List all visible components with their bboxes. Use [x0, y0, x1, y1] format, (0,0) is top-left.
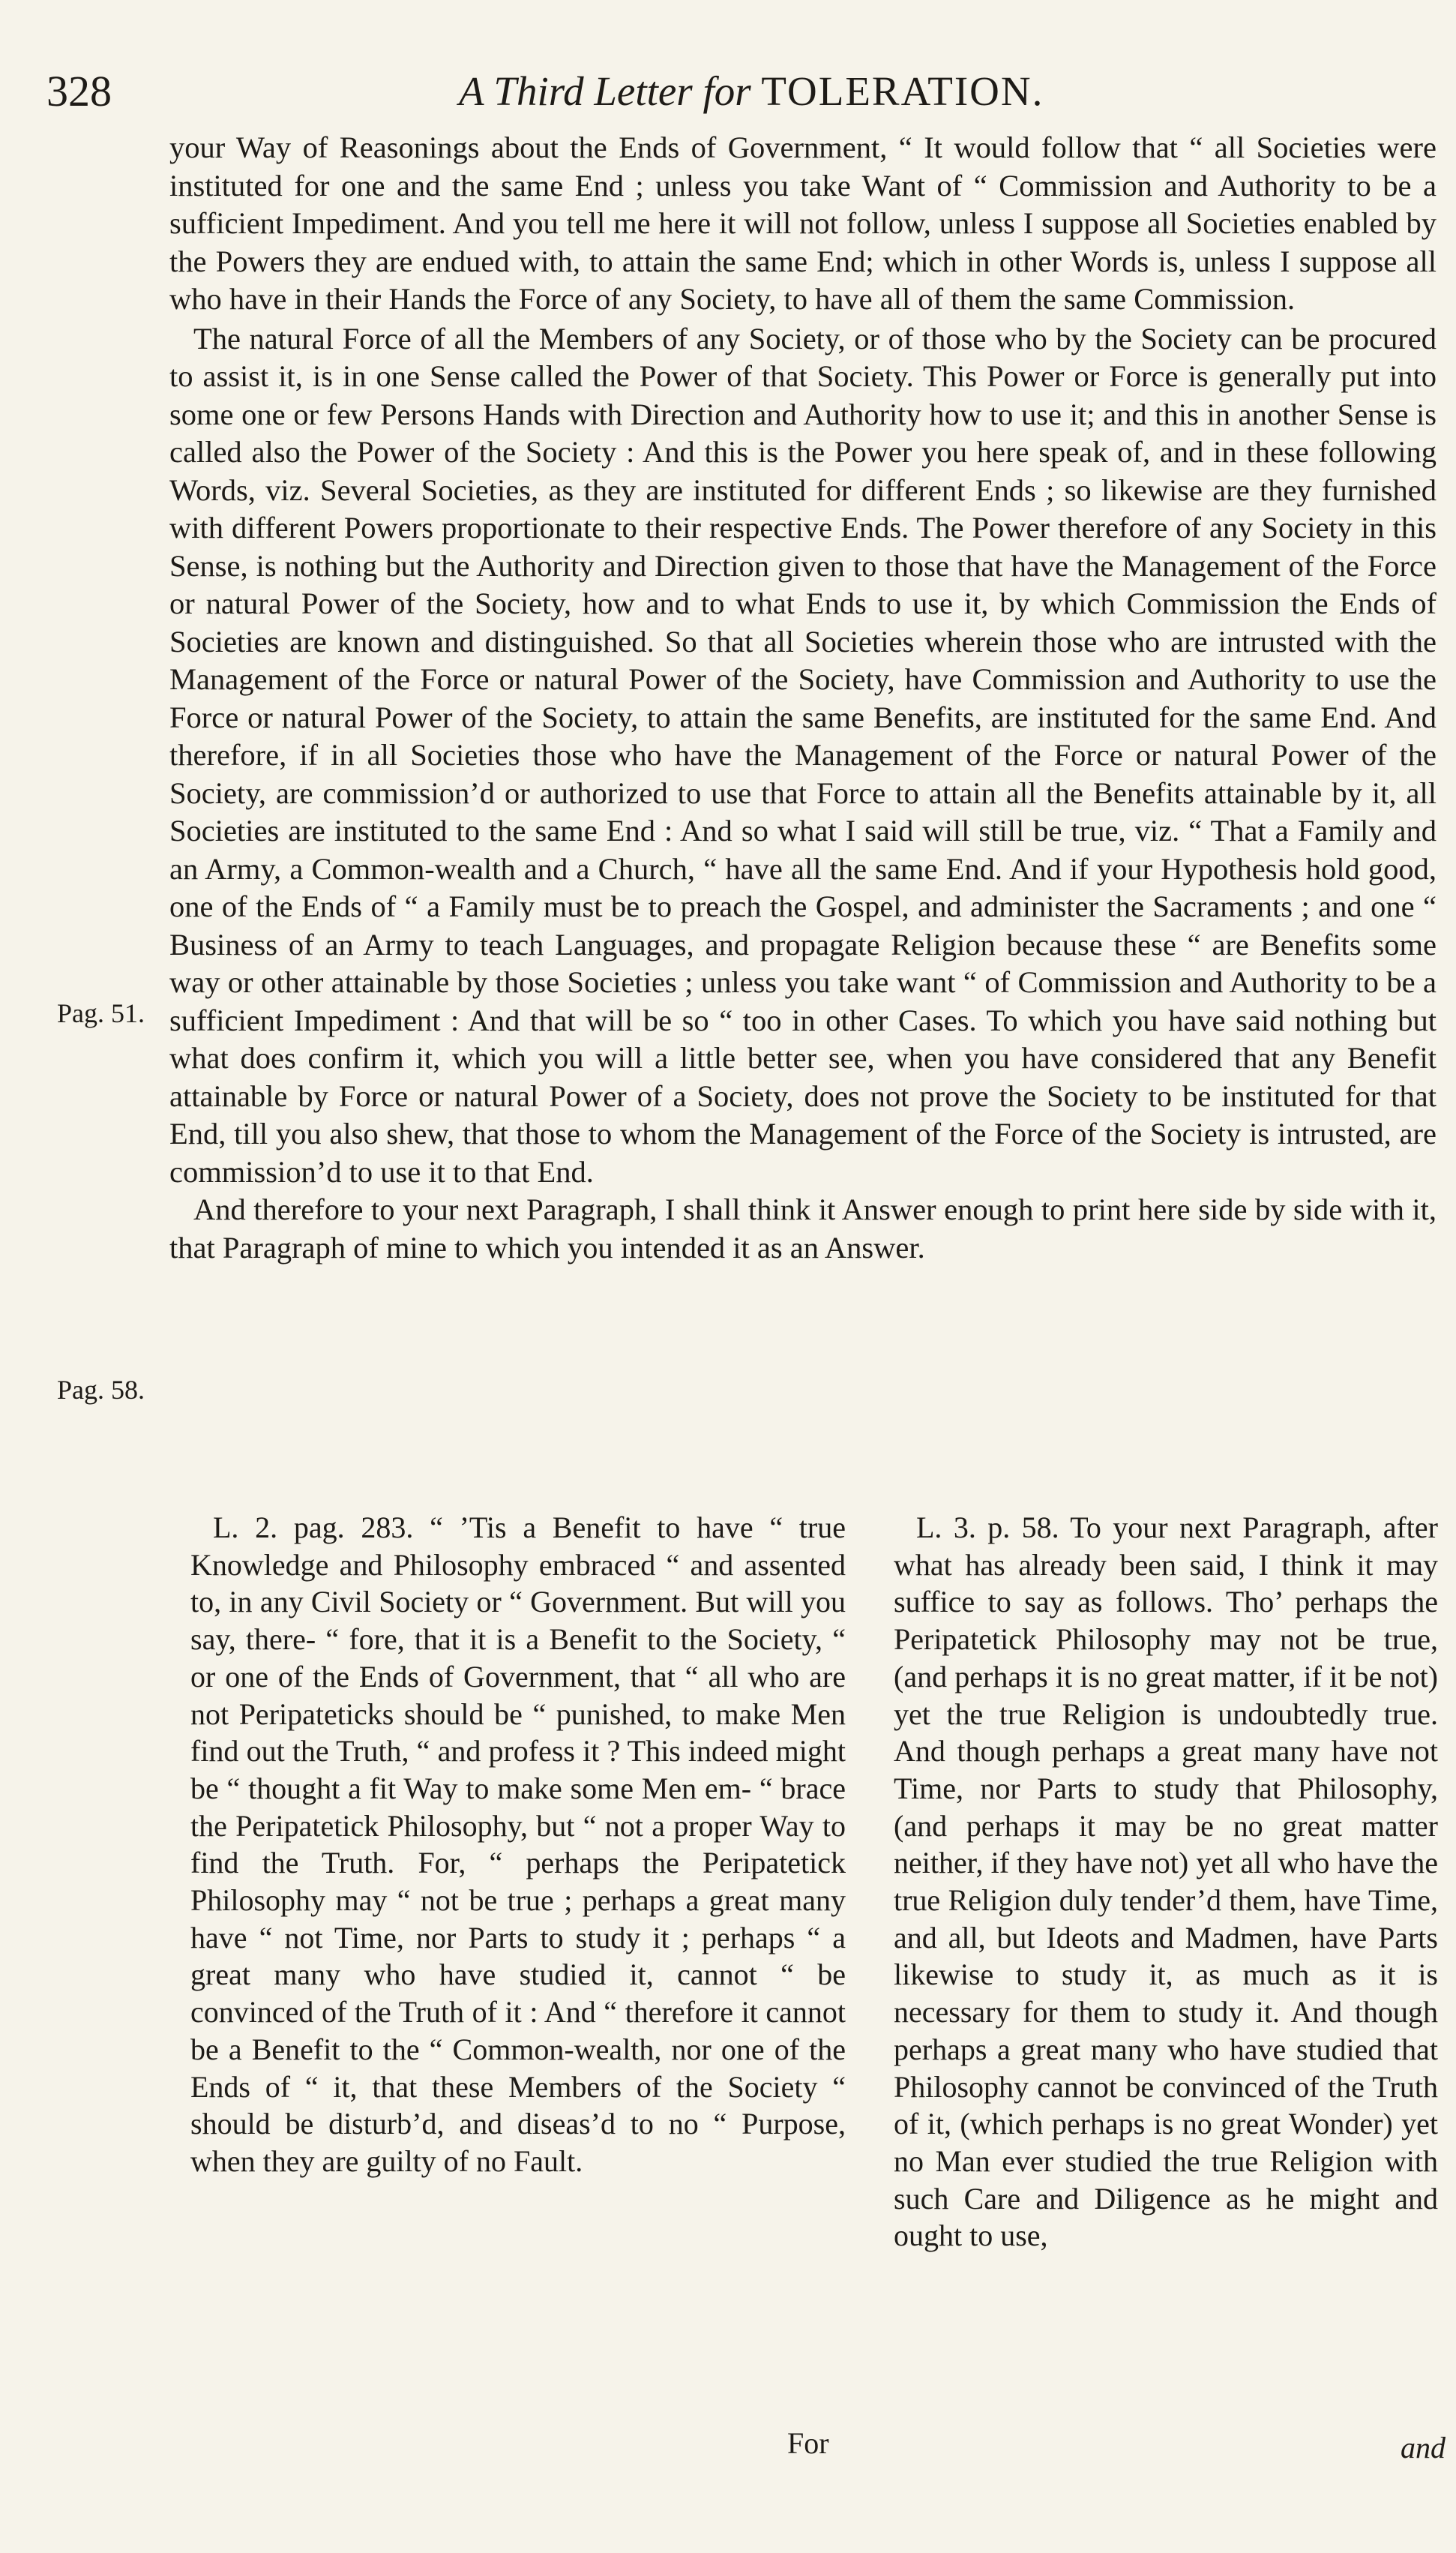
main-text — [169, 129, 1437, 1267]
margin-note: Pag. 51. — [57, 998, 145, 1028]
catchword-left: For — [787, 2426, 829, 2460]
page-number: 328 — [46, 67, 112, 116]
page-header — [46, 66, 1404, 126]
catchword-right: and — [1401, 2431, 1446, 2464]
paragraph: And therefore to your next Paragraph, I shall think it Answer enough to print here side by side with it, that Paragraph of mine to which you intended it as an Answer. — [169, 1192, 1437, 1264]
running-title-italic: A Third Letter for — [459, 68, 751, 114]
left-column-text: L. 2. pag. 283. “ ’Tis a Benefit to have “ true Knowledge and Philosophy embraced “ and assented to, in any Civil Society or “ Government. But will you say, there- “ fore, that it is a Benefit to the Society, “ or one of the Ends of Government, that “ all who are not Peripateticks should be “ punished, to make Men find out the Truth, “ and profess it ? This indeed might be “ thought a fit Way to make some Men em- “ brace the Peripatetick Philosophy, but “ not a proper Way to find the Truth. For, “ perhaps the Peripatetick Philosophy may “ not be true ; perhaps a great many have “ not Time, nor Parts to study it ; perhaps “ a great many who have studied it, cannot “ be convinced of the Truth of it : And “ therefore it cannot be a Benefit to the “ Common-wealth, nor one of the Ends of “ it, that these Members of the Society “ should be disturb’d, and diseas’d to no “ Purpose, when they are guilty of no Fault. — [190, 1510, 846, 2178]
left-column — [190, 1509, 846, 2180]
paragraph: The natural Force of all the Members of any Society, or of those who by the Society can be procured to assist it, is in one Sense called the Power of that Society. This Power or Force is generally put into some one or few Persons Hands with Direction and Authority how to use it; and this in another Sense is called also the Power of the Society : And this is the Power you here speak of, and in these following Words, viz. Several Societies, as they are instituted for different Ends ; so likewise are they furnished with different Powers proportionate to their respective Ends. The Power therefore of any Society in this Sense, is nothing but the Authority and Direction given to those that have the Management of the Force or natural Power of the Society, how and to what Ends to use it, by which Commission the Ends of Societies are known and distinguished. So that all Societies wherein those who are intrusted with the Management of the Force or natural Power of the Society, have Commission and Authority to use the Force or natural Power of the Society, to attain the same Benefits, are instituted for the same End. And therefore, if in all Societies those who have the Management of the Force or natural Power of the Society, are commission’d or authorized to use that Force to attain all the Benefits attainable by it, all Societies are instituted to the same End : And so what I said will still be true, viz. “ That a Family and an Army, a Common-wealth and a Church, “ have all the same End. And if your Hypothesis hold good, one of the Ends of “ a Family must be to preach the Gospel, and administer the Sacraments ; and one “ Business of an Army to teach Languages, and propagate Religion because these “ are Benefits some way or other attainable by those Societies ; unless you take want “ of Commission and Authority to be a sufficient Impediment : And that will be so “ too in other Cases. To which you have said nothing but what does confirm it, which you will a little better see, when you have considered that any Benefit attainable by Force or natural Power of a Society, does not prove the Society to be instituted for that End, till you also shew, that those to whom the Management of the Force of the Society is intrusted, are commission’d to use it to that End. — [169, 321, 1437, 1189]
margin-note: Pag. 58. — [57, 1375, 145, 1405]
running-title — [459, 68, 1044, 115]
right-column — [894, 1509, 1438, 2254]
right-column-text: L. 3. p. 58. To your next Paragraph, after what has already been said, I think it may suffice to say as follows. Tho’ perhaps the Peripatetick Philosophy may not be true, (and perhaps it is no great matter, if it be not) yet the true Religion is undoubtedly true. And though perhaps a great many have not Time, nor Parts to study that Philosophy, (and perhaps it may be no great matter neither, if they have not) yet all who have the true Religion duly tender’d them, have Time, and all, but Ideots and Madmen, have Parts likewise to study it, as much as it is necessary for them to study it. And though perhaps a great many who have studied that Philosophy cannot be convinced of the Truth of it, (which perhaps is no great Wonder) yet no Man ever studied the true Religion with such Care and Diligence as he might and ought to use, — [894, 1510, 1438, 2253]
running-title-caps: TOLERATION. — [761, 68, 1044, 114]
paragraph: your Way of Reasonings about the Ends of Government, “ It would follow that “ all Societies were instituted for one and the same End ; unless you take Want of “ Commission and Authority to be a sufficient Impediment. And you tell me here it will not follow, unless I suppose all Societies enabled by the Powers they are endued with, to attain the same End; which in other Words is, unless I suppose all who have in their Hands the Force of any Society, to have all of them the same Commission. — [169, 130, 1437, 316]
